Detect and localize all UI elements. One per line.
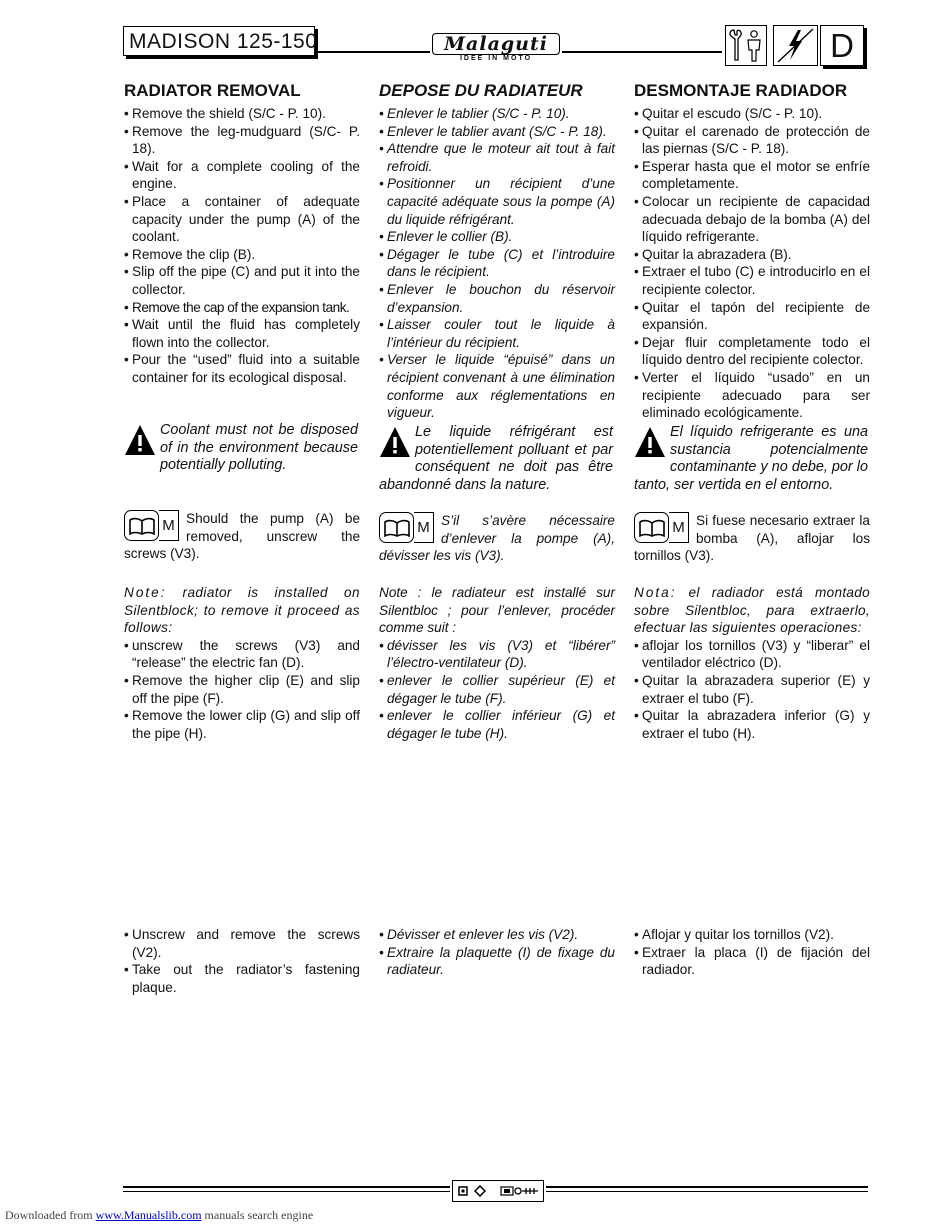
list-item: • Enlever le tablier (S/C - P. 10). <box>379 105 615 123</box>
list-item: • Remove the higher clip (E) and slip off the pipe (F). <box>124 672 360 707</box>
manual-text: Should the pump (A) be removed, unscrew the screws (V3). <box>124 511 360 562</box>
note-label: Nota: <box>634 585 677 600</box>
logo-tagline: IDEE IN MOTO <box>459 55 533 62</box>
download-footer <box>5 1208 313 1223</box>
list-item: • Quitar la abrazadera inferior (G) y extraer el tubo (H). <box>634 707 870 742</box>
list-item: • Remove the leg-mudguard (S/C- P. 18). <box>124 123 360 158</box>
note-text: radiator is installed on Silentblock; to remove it proceed as follows: <box>124 585 360 636</box>
manual-book-icon <box>124 510 180 542</box>
header-rule-right <box>562 51 722 53</box>
manual-book-icon <box>379 512 435 544</box>
note-block-spanish <box>634 584 870 742</box>
list-item: • Wait for a complete cooling of the engine. <box>124 158 360 193</box>
note-text: le radiateur est installé sur Silentbloc ; pour l’enlever, procéder comme suit : <box>379 585 615 636</box>
list-item: • Quitar el carenado de protección de las piernas (S/C - P. 18). <box>634 123 870 158</box>
list-item: • aflojar los tornillos (V3) y “liberar” el ventilador eléctrico (D). <box>634 637 870 672</box>
list-item: • Dévisser et enlever les vis (V2). <box>379 926 615 944</box>
list-item: • Quitar el tapón del recipiente de expansión. <box>634 299 870 334</box>
electrical-lightning-icon <box>773 25 818 66</box>
column-french <box>379 81 615 422</box>
manual-note-french <box>379 512 615 565</box>
note-block-french <box>379 584 615 742</box>
list-item: • Laisser couler tout le liquide à l’intérieur du récipient. <box>379 316 615 351</box>
section-letter: D <box>820 25 864 66</box>
list-item: • Extraer el tubo (C) e introducirlo en el recipiente colector. <box>634 263 870 298</box>
step-list <box>379 105 615 422</box>
list-item: • enlever le collier inférieur (G) et dégager le tube (H). <box>379 707 615 742</box>
list-item: • Slip off the pipe (C) and put it into the collector. <box>124 263 360 298</box>
list-item: • Esperar hasta que el motor se enfríe completamente. <box>634 158 870 193</box>
final-steps-french <box>379 926 615 979</box>
list-item: • Unscrew and remove the screws (V2). <box>124 926 360 961</box>
list-item: • Extraer la placa (I) de fijación del radiador. <box>634 944 870 979</box>
model-title: MADISON 125-150 <box>123 26 315 56</box>
list-item: • Pour the “used” fluid into a suitable container for its ecological disposal. <box>124 351 360 386</box>
list-item: • Colocar un recipiente de capacidad adecuada debajo de la bomba (A) del líquido refrigerante. <box>634 193 870 246</box>
list-item: • Verter el líquido “usado” en un recipiente adecuado para ser eliminado ecológicamente. <box>634 369 870 422</box>
warning-note-english <box>124 422 358 475</box>
list-item: • Place a container of adequate capacity under the pump (A) of the coolant. <box>124 193 360 246</box>
header-rule-left <box>318 51 430 53</box>
final-step-list <box>124 926 360 996</box>
step-list <box>634 105 870 422</box>
list-item: • Attendre que le moteur ait tout à fait refroidi. <box>379 140 615 175</box>
warning-triangle-icon <box>634 424 666 460</box>
manual-letter: M <box>159 510 179 541</box>
section-title: DEPOSE DU RADIATEUR <box>379 81 583 100</box>
list-item: • Remove the shield (S/C - P. 10). <box>124 105 360 123</box>
list-item: • Remove the clip (B). <box>124 246 360 264</box>
final-step-list <box>379 926 615 979</box>
list-item: • Quitar la abrazadera (B). <box>634 246 870 264</box>
manual-note-english <box>124 510 360 563</box>
footer-rule-right <box>546 1186 868 1188</box>
warning-triangle-icon <box>379 424 411 460</box>
list-item: • unscrew the screws (V3) and “release” the electric fan (D). <box>124 637 360 672</box>
list-item: • Aflojar y quitar los tornillos (V2). <box>634 926 870 944</box>
list-item: • Enlever le collier (B). <box>379 228 615 246</box>
list-item: • Verser le liquide “épuisé” dans un récipient convenant à une élimination conforme aux réglementations en vigueur. <box>379 351 615 421</box>
manual-text: S’il s’avère nécessaire d’enlever la pompe (A), dévisser les vis (V3). <box>379 513 615 564</box>
list-item: • Dégager le tube (C) et l’introduire dans le récipient. <box>379 246 615 281</box>
list-item: • Positionner un récipient d’une capacité adéquate sous la pompe (A) du liquide réfrigérant. <box>379 175 615 228</box>
note-step-list <box>634 637 870 743</box>
list-item: • Take out the radiator’s fastening plaque. <box>124 961 360 996</box>
final-step-list <box>634 926 870 979</box>
warning-note-french <box>379 424 613 494</box>
manualslib-link[interactable]: www.Manualslib.com <box>95 1208 202 1222</box>
warning-text: El líquido refrigerante es una sustancia potencialmente contaminante y no debe, por lo tanto, ser vertida en el entorno. <box>634 424 868 493</box>
section-title: DESMONTAJE RADIADOR <box>634 81 848 100</box>
manual-letter: M <box>414 512 434 543</box>
step-list <box>124 105 360 387</box>
note-label: Note : <box>379 585 422 600</box>
list-item: • Quitar la abrazadera superior (E) y extraer el tubo (F). <box>634 672 870 707</box>
list-item: • Quitar el escudo (S/C - P. 10). <box>634 105 870 123</box>
wrench-mechanic-icon <box>725 25 767 66</box>
list-item: • enlever le collier supérieur (E) et dégager le tube (F). <box>379 672 615 707</box>
manual-book-icon <box>634 512 690 544</box>
page-indicator <box>452 1180 544 1202</box>
note-step-list <box>379 637 615 743</box>
note-text: el radiador está montado sobre Silentbloc, para extraerlo, efectuar las siguientes operaciones: <box>634 585 870 636</box>
warning-triangle-icon <box>124 422 156 458</box>
column-english <box>124 81 360 387</box>
list-item: • Remove the cap of the expansion tank. <box>124 299 360 317</box>
list-item: • Remove the lower clip (G) and slip off the pipe (H). <box>124 707 360 742</box>
page-symbol-icon <box>456 1185 494 1197</box>
manual-text: Si fuese necesario extraer la bomba (A), aflojar los tornillos (V3). <box>634 513 870 564</box>
download-prefix: Downloaded from <box>5 1208 93 1222</box>
warning-text: Coolant must not be disposed of in the environment because potentially polluting. <box>160 422 358 474</box>
footer-rule-left-thin <box>123 1191 450 1192</box>
logo-wordmark: Malaguti <box>432 33 560 55</box>
column-spanish <box>634 81 870 422</box>
note-step-list <box>124 637 360 743</box>
list-item: • Extraire la plaquette (I) de fixage du radiateur. <box>379 944 615 979</box>
malaguti-logo <box>432 33 560 63</box>
list-item: • Enlever le tablier avant (S/C - P. 18). <box>379 123 615 141</box>
list-item: • Wait until the fluid has completely flown into the collector. <box>124 316 360 351</box>
section-title: RADIATOR REMOVAL <box>124 81 301 100</box>
footer-rule-left <box>123 1186 450 1188</box>
download-suffix: manuals search engine <box>204 1208 314 1222</box>
warning-note-spanish <box>634 424 868 494</box>
list-item: • Dejar fluir completamente todo el líquido dentro del recipiente colector. <box>634 334 870 369</box>
tool-symbol-icon <box>500 1185 540 1197</box>
note-label: Note: <box>124 585 167 600</box>
note-block-english <box>124 584 360 742</box>
list-item: • dévisser les vis (V3) et “libérer” l’électro-ventilateur (D). <box>379 637 615 672</box>
list-item: • Enlever le bouchon du réservoir d’expansion. <box>379 281 615 316</box>
final-steps-spanish <box>634 926 870 979</box>
manual-letter: M <box>669 512 689 543</box>
final-steps-english <box>124 926 360 996</box>
manual-note-spanish <box>634 512 870 565</box>
footer-rule-right-thin <box>546 1191 868 1192</box>
warning-text: Le liquide réfrigérant est potentiellement polluant et par conséquent ne doit pas être abandonné dans la nature. <box>379 424 613 493</box>
